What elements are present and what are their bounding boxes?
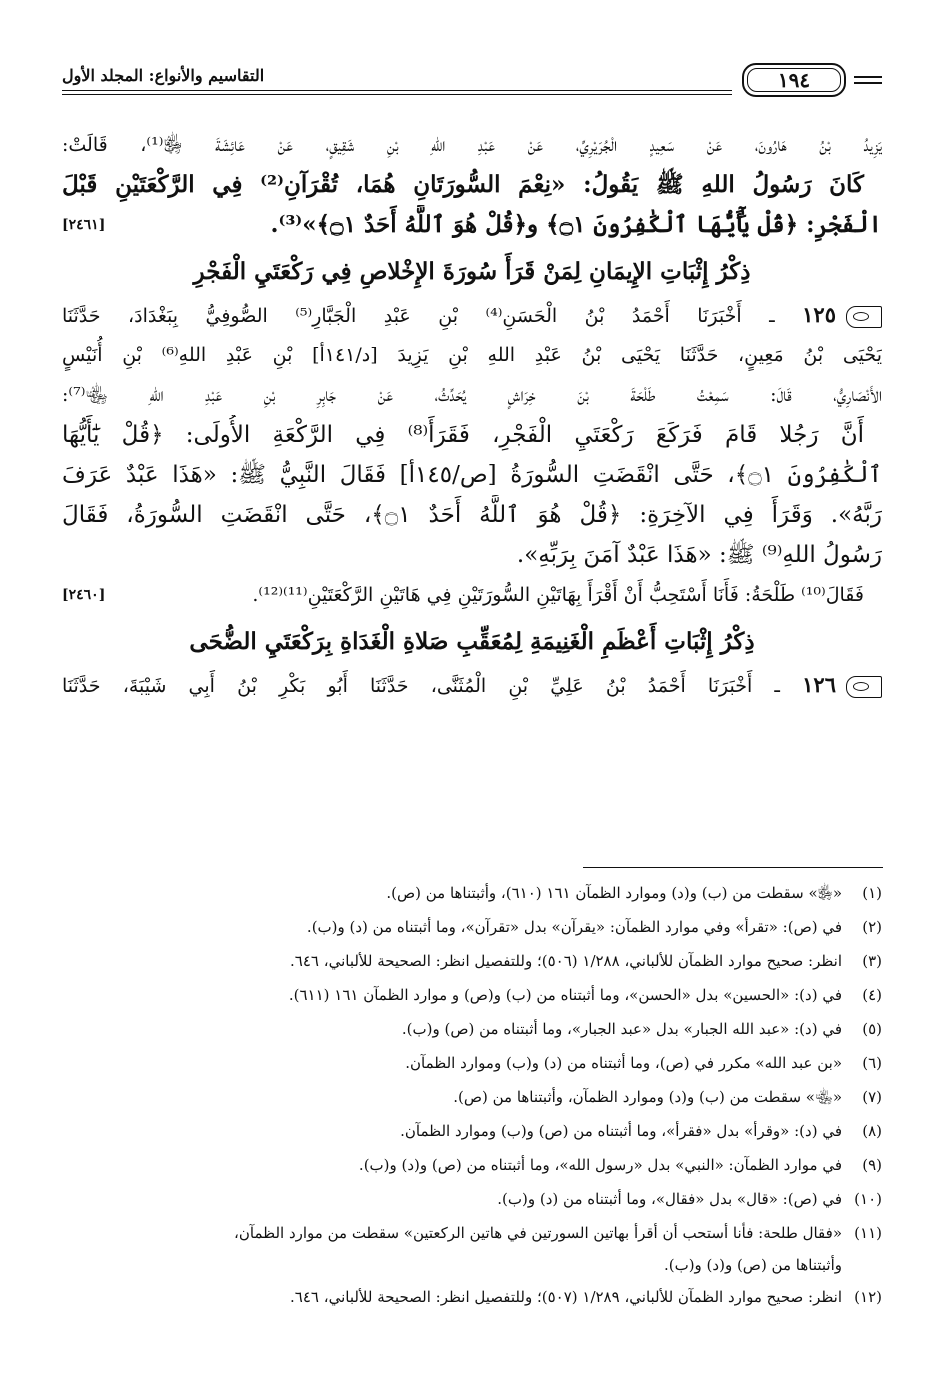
hadith-marker-icon — [846, 306, 882, 328]
footnote-text: «فقال طلحة: فأنا أستحب أن أقرأ بهاتين السورتين في هاتين الركعتين» سقطت من موارد الظمآن، — [234, 1224, 842, 1242]
footnote — [62, 1148, 882, 1182]
page-number-frame — [742, 63, 846, 97]
running-title: التقاسيم والأنواع: المجلد الأول — [62, 66, 265, 85]
footnote-text: «﵂» سقطت من (ب) و(د) وموارد الظمآن ١٦١ (٦١٠)، وأثبتناها من (ص). — [386, 884, 842, 902]
hadith-126-first-line — [62, 665, 882, 705]
footnote — [62, 910, 882, 944]
page-number: ١٩٤ — [747, 68, 841, 92]
hadith-marker-icon — [846, 676, 882, 698]
section-heading: ذِكْرُ إِثْبَاتِ أَعْظَمِ الْغَنِيمَةِ لِمُعَقِّبِ صَلاةِ الْغَدَاةِ بِرَكْعَتَيِ الضُّحَى — [189, 628, 755, 655]
text-line: كَانَ رَسُولُ اللهِ ﷺ يَقُولُ: «نِعْمَ السُّورَتَانِ هُمَا، تُقْرَآنِ⁽²⁾ فِي الرَّكْعَتَيْنِ قَبْلَ — [62, 171, 864, 198]
footnote-separator — [583, 867, 883, 868]
text-line-content: ـ أَخْبَرَنَا أَحْمَدُ بْنُ الْحَسَنِ⁽⁴⁾ بْنِ عَبْدِ الْجَبَّارِ⁽⁵⁾ الصُّوفِيُّ بِبَغْدَادَ، حَدَّثَنَا — [62, 305, 775, 327]
text-line-content: الْفَجْرِ: ﴿قُلْ يَٰٓأَيُّهَا ٱلْكَٰفِرُونَ ۝١﴾ و﴿قُلْ هُوَ ٱللَّهُ أَحَدٌ ۝١﴾»⁽³⁾. — [270, 211, 882, 238]
footnote-number: (٢) — [862, 918, 882, 936]
hadith-reference: [٢٤٦٠] — [62, 587, 106, 603]
footnote-number: (٣) — [862, 952, 882, 970]
footnote-text: في (ص): «قال» بدل «فقال»، وما أثبتناه من (د) و(ب). — [497, 1190, 842, 1208]
footnote-text: في (د): «عبد الله الجبار» بدل «عبد الجبار»، وما أثبتناه من (ص) و(ب). — [401, 1020, 842, 1038]
footnote-text: في موارد الظمآن: «النبي» بدل «رسول الله»، وما أثبتناه من (ص) و(د) و(ب). — [358, 1156, 842, 1174]
footnote-number: (١) — [862, 884, 882, 902]
hadith-125-first-line — [62, 295, 882, 335]
text-line: يَزِيدُ بْنُ هَارُونَ، عَنْ سَعِيدٍ الْجُرَيْرِيِّ، عَنْ عَبْدِ اللهِ بْنِ شَقِيقٍ، عَنْ عَائِشَةَ ﵂⁽¹⁾، قَالَتْ: — [62, 134, 882, 156]
header-rule — [62, 90, 732, 91]
footnote-text: «بن عبد الله» مكرر في (ص)، وما أثبتناه من (د) و(ب) وموارد الظمآن. — [405, 1054, 842, 1072]
text-line: يَحْيَى بْنُ مَعِينٍ، حَدَّثَنَا يَحْيَى بْنُ عَبْدِ اللهِ بْنِ يَزِيدَ [د/١٤١أ] بْنِ عَبْدِ اللهِ⁽⁶⁾ بْنِ أُنَيْسٍ — [62, 344, 882, 366]
footnote — [62, 1280, 882, 1314]
footnote-number: (٧) — [862, 1088, 882, 1106]
footnote — [62, 978, 882, 1012]
footnote — [62, 1012, 882, 1046]
hadith-number: ١٢٦ — [802, 672, 836, 697]
footnote-continuation: وأثبتناها من (ص) و(د) و(ب). — [663, 1256, 842, 1274]
footnote-number: (١٠) — [854, 1190, 882, 1208]
footnote — [62, 1182, 882, 1216]
text-line-content: ـ أَخْبَرَنَا أَحْمَدُ بْنُ عَلِيِّ بْنِ الْمُثَنَّى، حَدَّثَنَا أَبُو بَكْرِ بْنُ أَبِي شَيْبَةَ، حَدَّثَنَا — [62, 675, 780, 697]
footnote-text: في (د): «وقرأ» بدل «فقرأ»، وما أثبتناه من (ص) و(ب) وموارد الظمآن. — [400, 1122, 842, 1140]
footnote-number: (٩) — [862, 1156, 882, 1174]
footnote — [62, 944, 882, 978]
footnote-number: (٥) — [862, 1020, 882, 1038]
text-line: ٱلْكَٰفِرُونَ ۝١﴾، حَتَّى انْقَضَتِ السُّورَةُ [ص/١٤٥أ] فَقَالَ النَّبِيُّ ﷺ: «هَذَا عَبْدٌ عَرَفَ — [62, 462, 882, 488]
footnote-number: (١١) — [854, 1224, 882, 1242]
footnote — [62, 1216, 882, 1250]
footnote — [62, 1046, 882, 1080]
section-heading: ذِكْرُ إِثْبَاتِ الإِيمَانِ لِمَنْ قَرَأَ سُورَةَ الإِخْلاصِ فِي رَكْعَتَيِ الْفَجْرِ — [193, 258, 751, 285]
footnote-text: في (ص): «تقرأ» وفي موارد الظمآن: «يقرآن» بدل «تقرآن»، وما أثبتناه من (د) و(ب). — [306, 918, 842, 936]
footnote-number: (٤) — [862, 986, 882, 1004]
page-header — [62, 62, 882, 102]
header-dash — [854, 82, 882, 84]
footnote — [62, 1080, 882, 1114]
text-line: رَسُولُ اللهِ⁽⁹⁾ ﷺ: «هَذَا عَبْدٌ آمَنَ بِرَبِّهِ». — [516, 542, 882, 568]
main-text — [62, 125, 882, 705]
text-line: رَبَّهُ». وَقَرَأَ فِي الآخِرَةِ: ﴿قُلْ هُوَ ٱللَّهُ أَحَدٌ ۝١﴾، حَتَّى انْقَضَتِ السُّورَةُ، فَقَالَ — [62, 502, 882, 528]
text-line — [62, 575, 882, 615]
text-line-content: فَقَالَ⁽¹⁰⁾ طَلْحَةُ: فَأَنَا أَسْتَحِبُّ أَنْ أَقْرَأَ بِهَاتَيْنِ السُّورَتَيْنِ فِي هَاتَيْنِ الرَّكْعَتَيْنِ⁽¹¹⁾⁽¹²⁾. — [252, 584, 864, 606]
footnote-text: انظر: صحيح موارد الظمآن للألباني، ١/٢٨٨ (٥٠٦)؛ وللتفصيل انظر: الصحيحة للألباني، ٦٤٦. — [290, 952, 842, 970]
footnote-number: (٦) — [862, 1054, 882, 1072]
footnotes — [62, 876, 882, 1314]
hadith-number: ١٢٥ — [802, 302, 836, 327]
header-dash — [854, 76, 882, 78]
text-line — [62, 205, 882, 245]
footnote-text: انظر: صحيح موارد الظمآن للألباني، ١/٢٨٩ (٥٠٧)؛ وللتفصيل انظر: الصحيحة للألباني، ٦٤٦. — [290, 1288, 842, 1306]
header-rule — [62, 94, 732, 95]
text-line: أَنَّ رَجُلا قَامَ فَرَكَعَ رَكْعَتَيِ الْفَجْرِ، فَقَرَأَ⁽⁸⁾ فِي الرَّكْعَةِ الأُولَى: ﴿قُلْ يَٰٓأَيُّهَا — [62, 422, 864, 448]
footnote-text: «﵄» سقطت من (ب) و(د) وموارد الظمآن، وأثبتناها من (ص). — [453, 1088, 842, 1106]
footnote — [62, 1114, 882, 1148]
footnote — [62, 876, 882, 910]
footnote-number: (٨) — [862, 1122, 882, 1140]
footnote-text: في (د): «الحسين» بدل «الحسن»، وما أثبتناه من (ب) و(ص) و موارد الظمآن ١٦١ (٦١١). — [288, 986, 842, 1004]
footnote-number: (١٢) — [854, 1288, 882, 1306]
text-line: الأَنْصَارِيُّ، قَالَ: سَمِعْتُ طَلْحَةَ بْنَ خِرَاشٍ يُحَدِّثُ، عَنْ جَابِرِ بْنِ عَبْدِ اللهِ ﵄⁽⁷⁾: — [62, 384, 882, 406]
hadith-reference: [٢٤٦١] — [62, 217, 106, 233]
